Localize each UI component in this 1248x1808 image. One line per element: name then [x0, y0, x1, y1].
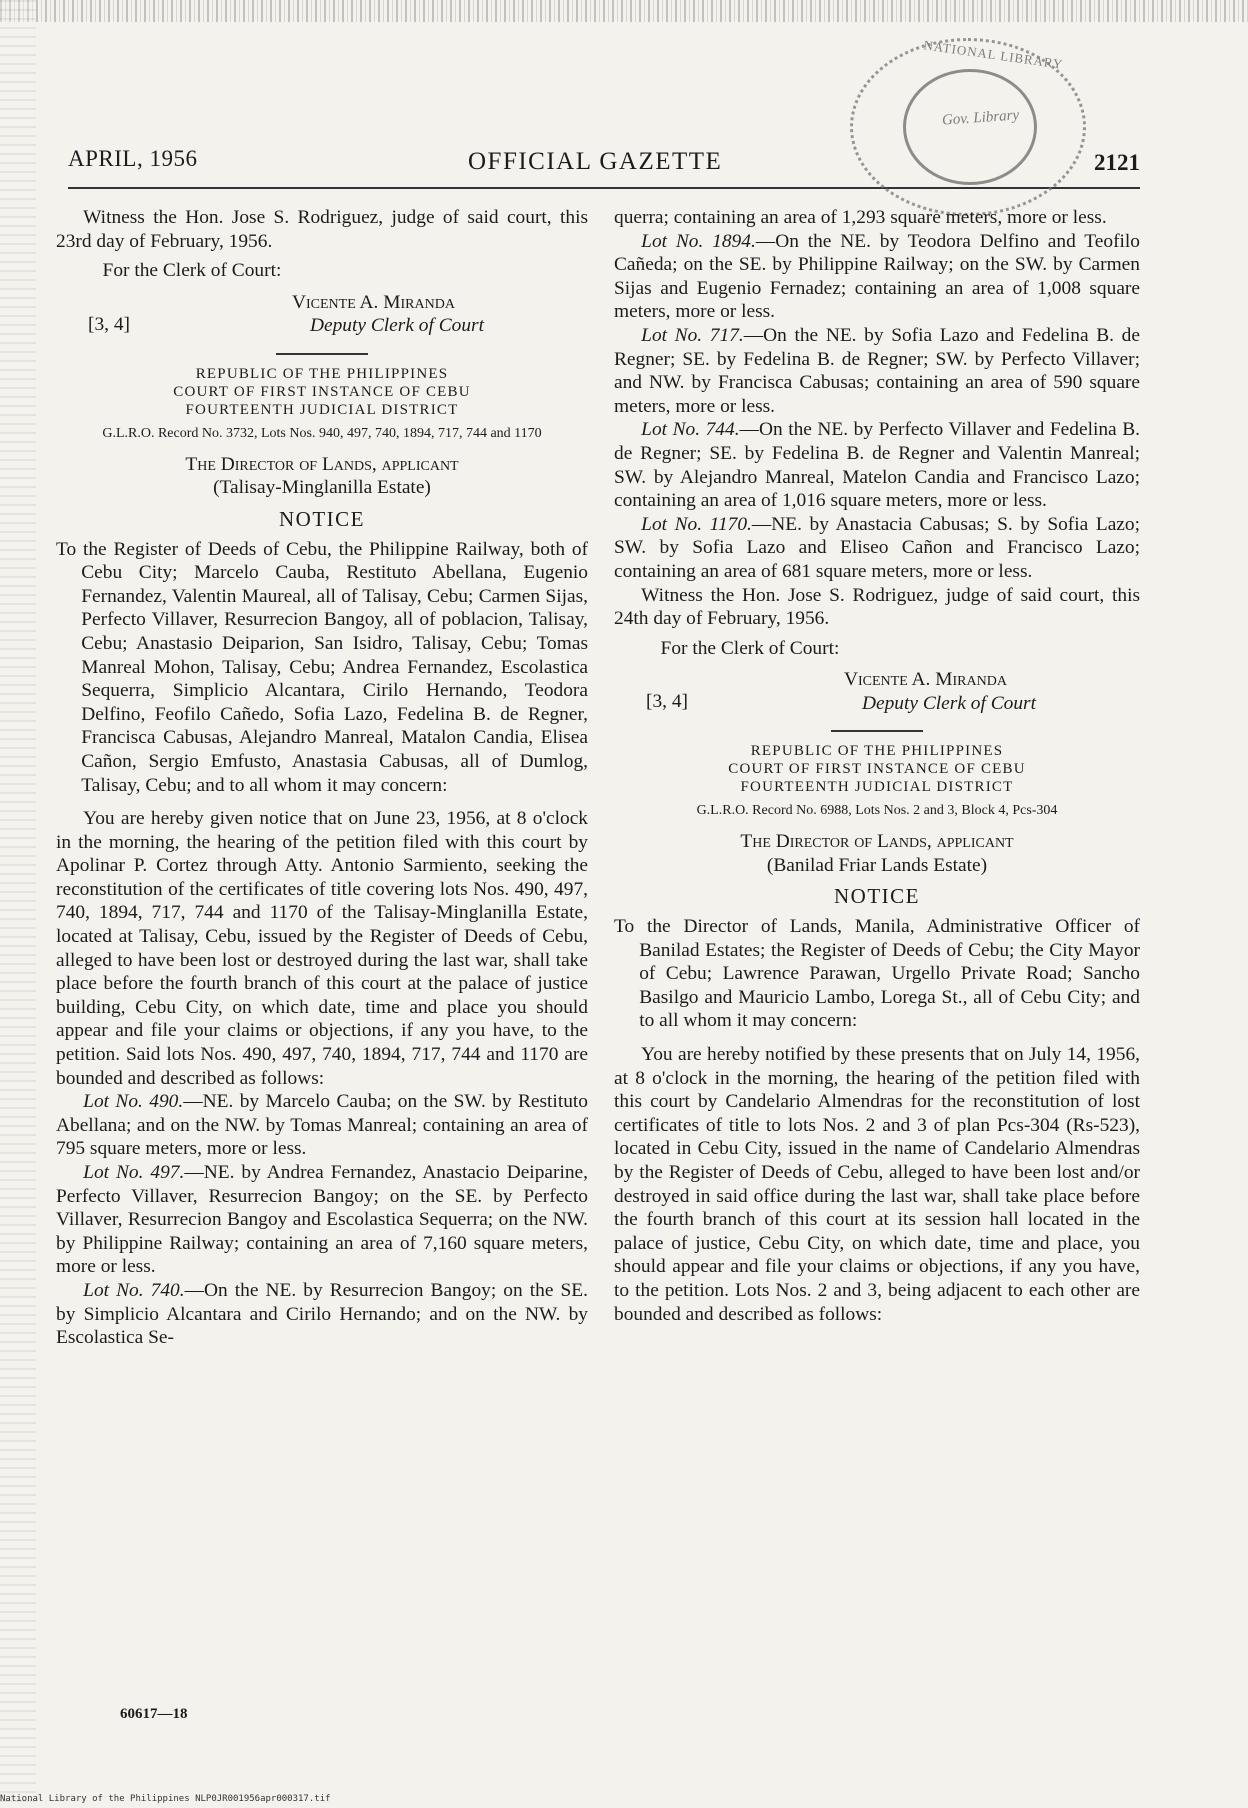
sig-2 [844, 668, 1104, 715]
signature-block-2 [614, 668, 1140, 716]
lot-1170 [614, 513, 1140, 584]
body-paragraph-1: You are hereby given notice that on June 23, 1956, at 8 o'clock in the morning, the hearing of the petition filed with this court by Apolinar P. Cortez through Atty. Antonio Sarmiento, seeking the reconstitution of the certificates of title covering lots Nos. 490, 497, 740, 1894, 717, 744 and 1170 of the Talisay-Minglanilla Estate, located at Talisay, Cebu, issued by the Register of Deeds of Cebu, alleged to have been lost or destroyed during the last war, shall take place before the fourth branch of this court at the palace of justice building, Cebu City, on which date, time and place you should appear and file your claims or objections, if any you have, to the petition. Said lots Nos. 490, 497, 740, 1894, 717, 744 and 1170 are bounded and described as follows: [56, 808, 588, 1089]
lot-740-label: Lot No. 740. [83, 1279, 185, 1301]
lot-1170-text: —NE. by Anastacia Cabusas; S. by Sofia Lazo; SW. by Sofia Lazo and Eliseo Cañon and Francisco Lazo; containing an area of 681 square meters, more or less. [614, 513, 1140, 582]
court-1-line-3: FOURTEENTH JUDICIAL DISTRICT [185, 401, 459, 418]
stamp-inner-circle [903, 69, 1037, 185]
lot-717-label: Lot No. 717. [641, 324, 744, 346]
lot-744 [614, 418, 1140, 512]
lot-1170-label: Lot No. 1170. [641, 513, 752, 535]
record-number-1: G.L.R.O. Record No. 3732, Lots Nos. 940, 497, 740, 1894, 717, 744 and 1170 [102, 425, 542, 441]
court-heading-1 [56, 365, 588, 419]
stamp-text: Gov. Library [941, 107, 1020, 129]
notice-title-2: NOTICE [834, 884, 920, 909]
lot-740-continued: querra; containing an area of 1,293 square meters, more or less. [614, 207, 1107, 228]
for-clerk-1: For the Clerk of Court: [102, 260, 282, 282]
sig-ref-2: [3, 4] [646, 691, 689, 713]
record-number-2: G.L.R.O. Record No. 6988, Lots Nos. 2 and 3, Block 4, Pcs-304 [696, 803, 1058, 819]
court-1-line-2: COURT OF FIRST INSTANCE OF CEBU [173, 383, 471, 400]
lot-490-label: Lot No. 490. [83, 1091, 184, 1113]
print-code: 60617—18 [120, 1706, 188, 1722]
lot-1894-label: Lot No. 1894. [641, 230, 756, 252]
header-title: OFFICIAL GAZETTE [468, 148, 723, 175]
witness-paragraph-2: Witness the Hon. Jose S. Rodriguez, judge of said court, this 24th day of February, 1956. [614, 584, 1140, 630]
court-heading-2 [614, 742, 1140, 796]
lot-1894 [614, 230, 1140, 324]
signature-block-1 [56, 291, 588, 339]
sig-2-name: Vicente A. Miranda [844, 669, 1007, 691]
stamp-ring-text: NATIONAL LIBRARY [922, 37, 1065, 72]
section-divider-1 [276, 353, 368, 355]
lot-1894-text: —On the NE. by Teodora Delfino and Teofilo Cañeda; on the SE. by Philippine Railway; on the SW. by Carmen Sijas and Eugenio Fernadez; containing an area of 1,008 square meters, more or less. [614, 230, 1140, 323]
header-page-number: 2121 [1094, 150, 1140, 175]
body-paragraph-2: You are hereby notified by these presents that on July 14, 1956, at 8 o'clock in the morning, the hearing of the petition filed with this court by Candelario Almendras for the reconstitution of lost certificates of title to lots Nos. 2 and 3 of plan Pcs-304 (Rs-523), located in Cebu City, issued in the name of Candelario Almendras by the Register of Deeds of Cebu, alleged to have been lost and/or destroyed in said office during the last war, shall take place before the fourth branch of this court at its session hall located in the palace of justice, Cebu City, on which date, time and place, you should appear and file your claims or objections, if any you have, to the petition. Lots Nos. 2 and 3, being adjacent to each other are bounded and described as follows: [614, 1044, 1140, 1325]
lot-490-text: —NE. by Marcelo Cauba; on the SW. by Restituto Abellana; and on the NW. by Tomas Manreal; containing an area of 795 square meters, more or less. [56, 1091, 588, 1160]
lot-740-text: —On the NE. by Resurrecion Bangoy; on the SE. by Simplicio Alcantara and Cirilo Hernando; and on the NW. by Escolastica Se- [56, 1279, 588, 1349]
sig-1-name: Vicente A. Miranda [292, 291, 455, 313]
lot-744-label: Lot No. 744. [641, 419, 740, 441]
lot-717-text: —On the NE. by Sofia Lazo and Fedelina B. de Regner; SE. by Fedelina B. de Regner; SW. by Perfecto Villaver; and NW. by Francisca Cabusas; containing an area of 590 square meters, more or less. [614, 324, 1140, 417]
library-footer: National Library of the Philippines NLP0JR001956apr000317.tif [0, 1794, 331, 1804]
lot-490 [56, 1090, 588, 1161]
applicant-1 [56, 453, 588, 500]
lot-497-text: —NE. by Andrea Fernandez, Anastacio Deiparine, Perfecto Villaver, Resurrecion Bangoy; on the SE. by Perfecto Villaver, Resurrecion Bangoy and Escolastica Sequerra; on the NW. by Philippine Railway; containing an area of 7,160 square meters, more or less. [56, 1162, 588, 1278]
lot-740 [56, 1279, 588, 1350]
header-date: APRIL, 1956 [68, 146, 198, 171]
scan-noise-left [0, 0, 36, 1808]
applicant-2-line-2: (Banilad Friar Lands Estate) [766, 854, 988, 876]
applicant-1-line-1: The Director of Lands, applicant [185, 453, 459, 475]
library-stamp [850, 38, 1086, 216]
section-divider-2 [831, 730, 923, 732]
court-2-line-2: COURT OF FIRST INSTANCE OF CEBU [728, 761, 1026, 778]
applicant-2-line-1: The Director of Lands, applicant [740, 831, 1014, 853]
sig-ref-1: [3, 4] [88, 313, 131, 335]
court-2-line-3: FOURTEENTH JUDICIAL DISTRICT [740, 779, 1014, 796]
applicant-2 [614, 830, 1140, 877]
for-clerk-2: For the Clerk of Court: [660, 637, 840, 659]
lot-497-label: Lot No. 497. [83, 1162, 185, 1183]
court-1-line-1: REPUBLIC OF THE PHILIPPINES [195, 365, 449, 382]
lot-497 [56, 1161, 588, 1279]
witness-paragraph-1: Witness the Hon. Jose S. Rodriguez, judge of said court, this 23rd day of February, 1956. [56, 207, 588, 252]
applicant-1-line-2: (Talisay-Minglanilla Estate) [213, 477, 431, 499]
notice-title-1: NOTICE [279, 506, 365, 531]
court-2-line-1: REPUBLIC OF THE PHILIPPINES [750, 743, 1004, 760]
left-column [56, 206, 588, 1350]
addressees-2: To the Director of Lands, Manila, Administrative Officer of Banilad Estates; the Register of Deeds of Cebu; the City Mayor of Cebu; Lawrence Parawan, Urgello Private Road; Sancho Basilgo and Mauricio Lambo, Lorega St., all of Cebu City; and to all whom it may concern: [614, 916, 1140, 1032]
sig-2-title: Deputy Clerk of Court [862, 692, 1036, 714]
sig-1-title: Deputy Clerk of Court [310, 315, 484, 337]
addressees-1: To the Register of Deeds of Cebu, the Philippine Railway, both of Cebu City; Marcelo Cauba, Restituto Abellana, Eugenio Fernandez, Valentin Maureal, all of Talisay, Cebu; Carmen Sijas, Perfecto Villaver, Resurrecion Bangoy, all of poblacion, Talisay, Cebu; Anastasio Deiparion, San Isidro, Talisay, Cebu; Tomas Manreal Mohon, Talisay, Cebu; Andrea Fernandez, Escolastica Sequerra, Simplicio Alcantara, Cirilo Hernando, Teodora Delfino, Feofilo Cañedo, Sofia Lazo, Fedelina B. de Regner, Francisca Cabusas, Alejandro Manreal, Matalon Candia, Elisea Cañon, Sergio Emfusto, Anastasia Cabusas, all of Dumlog, Talisay, Cebu; and to all whom it may concern: [56, 538, 588, 796]
lot-744-text: —On the NE. by Perfecto Villaver and Fedelina B. de Regner; SE. by Fedelina B. de Regner and Valentin Manreal; SW. by Alejandro Manreal, Matelon Candia and Francisco Lazo; containing an area of 1,016 square meters, more or less. [614, 419, 1140, 512]
scan-noise-top [0, 0, 1248, 22]
lot-717 [614, 324, 1140, 418]
sig-1 [292, 291, 552, 338]
right-column [614, 206, 1140, 1326]
